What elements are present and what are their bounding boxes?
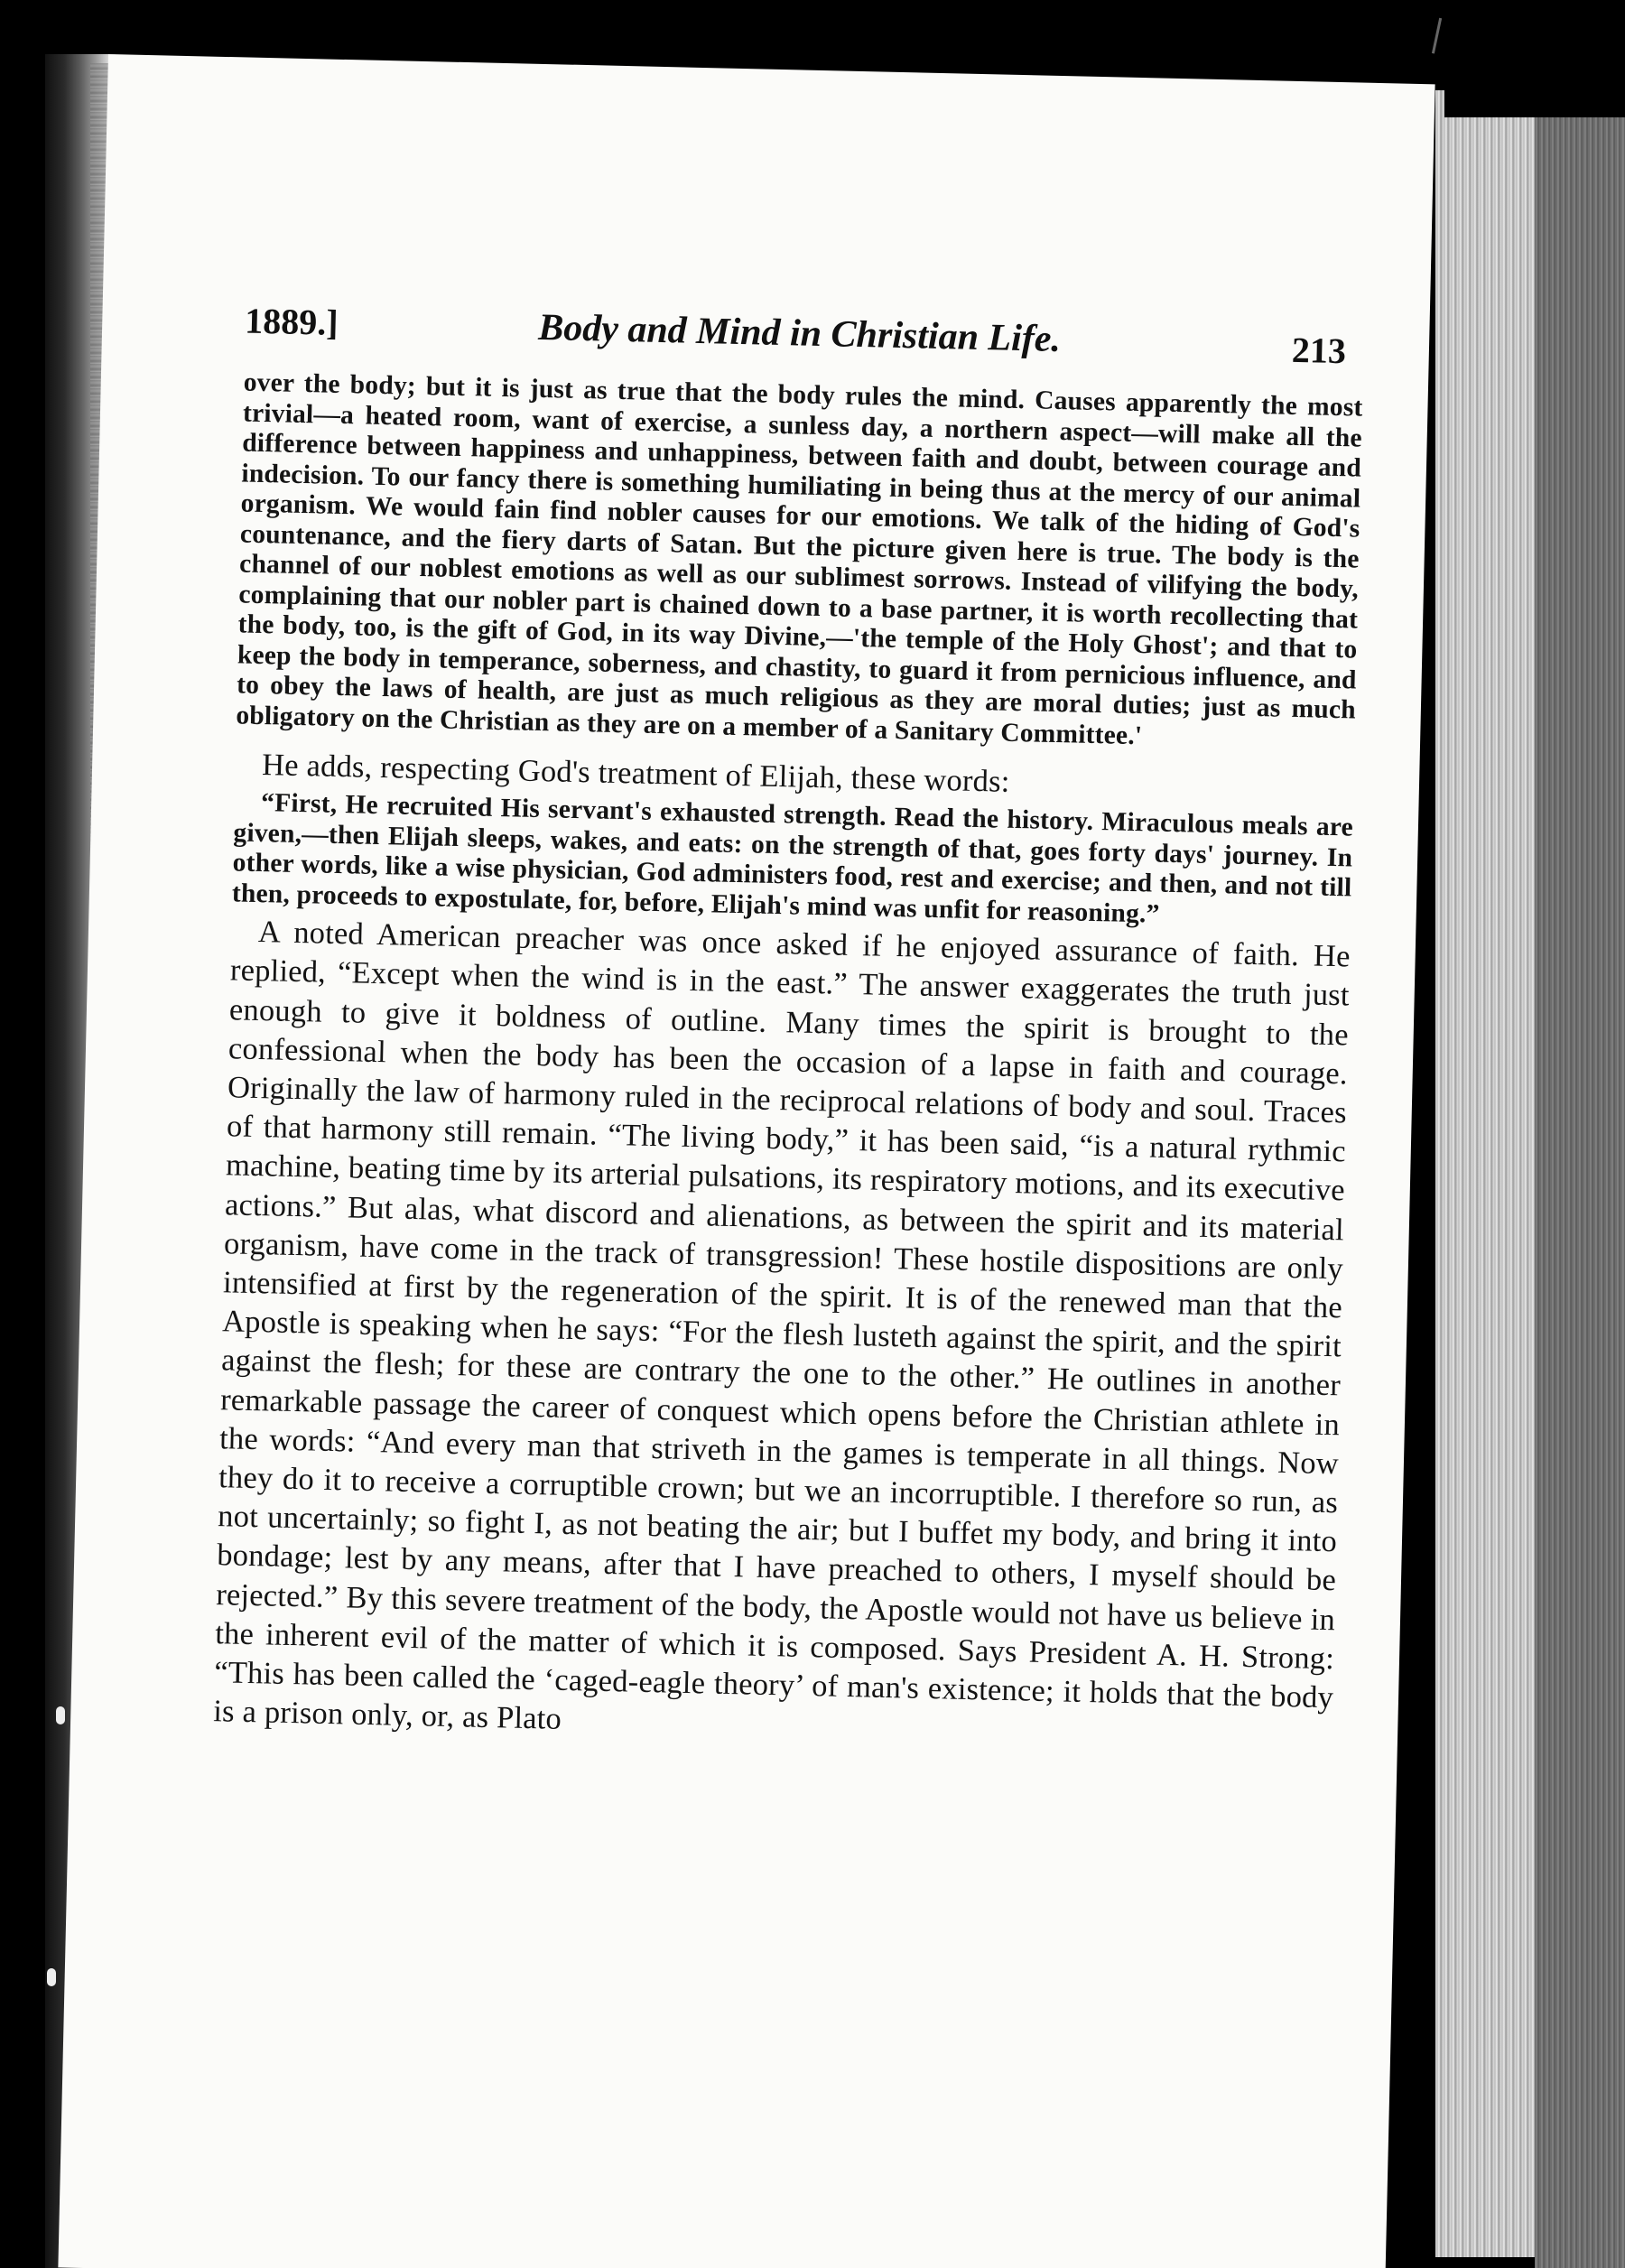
dark-corner [1444, 0, 1625, 117]
elijah-quote: “First, He recruited His servant's exhausted strength. Read the history. Miraculous meals are given,—then Elijah sleeps, wakes, and eats: on the strength of that, goes forty days' journey. In other words, like a wise physician, God administers food, rest and exercise; and then, and not till then, proceeds to expostulate, for, before, Elijah's mind was unfit for reasoning.” [231, 788, 1354, 929]
page-edges [1435, 90, 1544, 2257]
intro-paragraph: He adds, respecting God's treatment of Elijah, these words: [261, 748, 1010, 799]
page-number: 213 [1291, 329, 1347, 372]
page-content [213, 300, 1365, 1757]
quote-continuation: over the body; but it is just as true that the body rules the mind. Causes apparently the most trivial—a heated room, want of exercise, a sunless day, a northern aspect—will make all the difference between happiness and unhappiness, between faith and doubt, between courage and indecision. To our fancy there is something humiliating in being thus at the mercy of our animal organism. We would fain find nobler causes for our emotions. We talk of the hiding of God's countenance, and the fiery darts of Satan. But the picture given here is true. The body is the channel of our noblest emotions as well as our sublimest sorrows. Instead of vilifying the body, complaining that our nobler part is chained down to a base partner, it is worth recollecting that the body, too, is the gift of God, in its way Divine,—'the temple of the Holy Ghost'; and that to keep the body in temperance, soberness, and chastity, to guard it from pernicious influence, and to obey the laws of health, are just as much religious as they are moral duties; just as much obligatory on the Christian as they are on a member of a Sanitary Committee.' [236, 367, 1363, 750]
top-shadow [0, 0, 1625, 54]
binding-notch [47, 1968, 56, 1986]
running-title: Body and Mind in Christian Life. [537, 306, 1062, 361]
header-year: 1889.] [244, 300, 339, 343]
main-paragraph: A noted American preacher was once asked if he enjoyed assurance of faith. He replied, “Except when the wind is in the east.” The answer exaggerates the truth just enough to give it boldness of outline. Many times the spirit is brought to the confessional when the body has been the occasion of a lapse in faith and courage. Originally the law of harmony ruled in the reciprocal relations of body and soul. Traces of that harmony still remain. “The living body,” it has been said, “is a natural rythmic machine, beating time by its arterial pulsations, its respiratory motions, and its executive actions.” But alas, what discord and alienations, as between the spirit and its material organism, have come in the track of transgression! These hostile dispositions are only intensified at first by the regeneration of the spirit. It is of the renewed man that the Apostle is speaking when he says: “For the flesh lusteth against the spirit, and the spirit against the flesh; for these are contrary the one to the other.” He outlines in another remarkable passage the career of conquest which opens before the Christian athlete in the words: “And every man that striveth in the games is temperate in all things. Now they do it to receive a corruptible crown; but we an incorruptible. I therefore so run, as not uncertainly; so fight I, as not beating the air; but I buffet my body, and bring it into bondage; lest by any means, after that I have preached to others, I myself should be rejected.” By this severe treatment of the body, the Apostle would not have us believe in the inherent evil of the matter of which it is composed. Says President A. H. Strong: “This has been called the ‘caged-eagle theory’ of man's existence; it holds that the body is a prison only, or, as Plato [212, 915, 1351, 1737]
binding-notch [56, 1706, 65, 1724]
book-page [58, 54, 1435, 2268]
page-edges-outer [1535, 108, 1625, 2268]
